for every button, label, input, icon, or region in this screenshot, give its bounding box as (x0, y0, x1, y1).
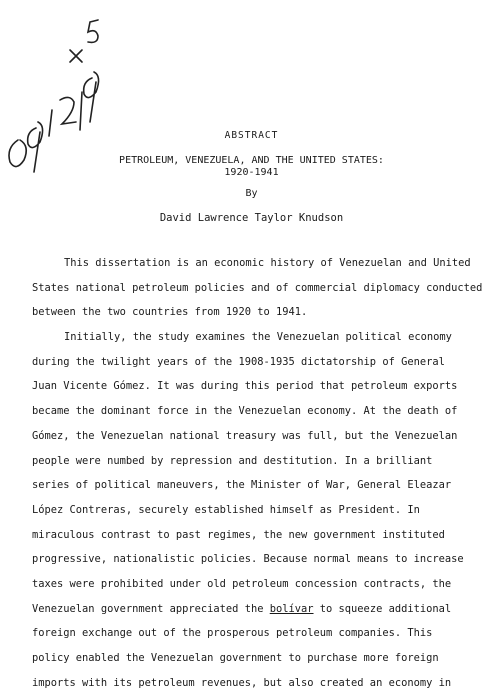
text-line: between the two countries from 1920 to 1941. (32, 306, 308, 319)
abstract-heading: ABSTRACT (224, 130, 279, 141)
underlined-word: bolívar (269, 602, 314, 615)
title-line-2: 1920-1941 (224, 167, 279, 178)
text-line-bolivar (32, 597, 472, 622)
text-line: policy enabled the Venezuelan government to purchase more foreign (32, 652, 439, 664)
text-line: people were numbed by repression and destitution. In a brilliant (32, 454, 433, 467)
text-line: progressive, nationalistic policies. Because normal means to increase (32, 553, 464, 566)
text-line: This dissertation is an economic history of Venezuelan and United (64, 257, 471, 269)
text-segment: Venezuelan government appreciated the (32, 602, 270, 615)
by-label: By (245, 188, 258, 199)
text-segment: to squeeze additional (313, 602, 452, 615)
text-line: miraculous contrast to past regimes, the new government instituted (32, 528, 445, 541)
text-line: Juan Vicente Gómez. It was during this period that petroleum exports (32, 380, 458, 393)
text-line: imports with its petroleum revenues, but also created an economy in (32, 676, 452, 689)
text-line: Gómez, the Venezuelan national treasury was full, but the Venezuelan (32, 429, 458, 442)
text-line: during the twilight years of the 1908-1935 dictatorship of General (32, 355, 445, 368)
author-name: David Lawrence Taylor Knudson (159, 212, 344, 224)
text-line: became the dominant force in the Venezuelan economy. At the death of (32, 405, 458, 418)
text-line: foreign exchange out of the prosperous petroleum companies. This (32, 627, 433, 640)
text-line: States national petroleum policies and of commercial diplomacy conducted (32, 281, 483, 294)
text-line: López Contreras, securely established himself as President. In (32, 503, 420, 516)
text-line: Initially, the study examines the Venezuelan political economy (64, 331, 452, 344)
abstract-body (32, 251, 483, 695)
text-line: series of political maneuvers, the Minister of War, General Eleazar (32, 479, 452, 492)
title-line-1: PETROLEUM, VENEZUELA, AND THE UNITED STATES: (119, 155, 384, 166)
text-line: taxes were prohibited under old petroleum concession contracts, the (32, 577, 452, 590)
